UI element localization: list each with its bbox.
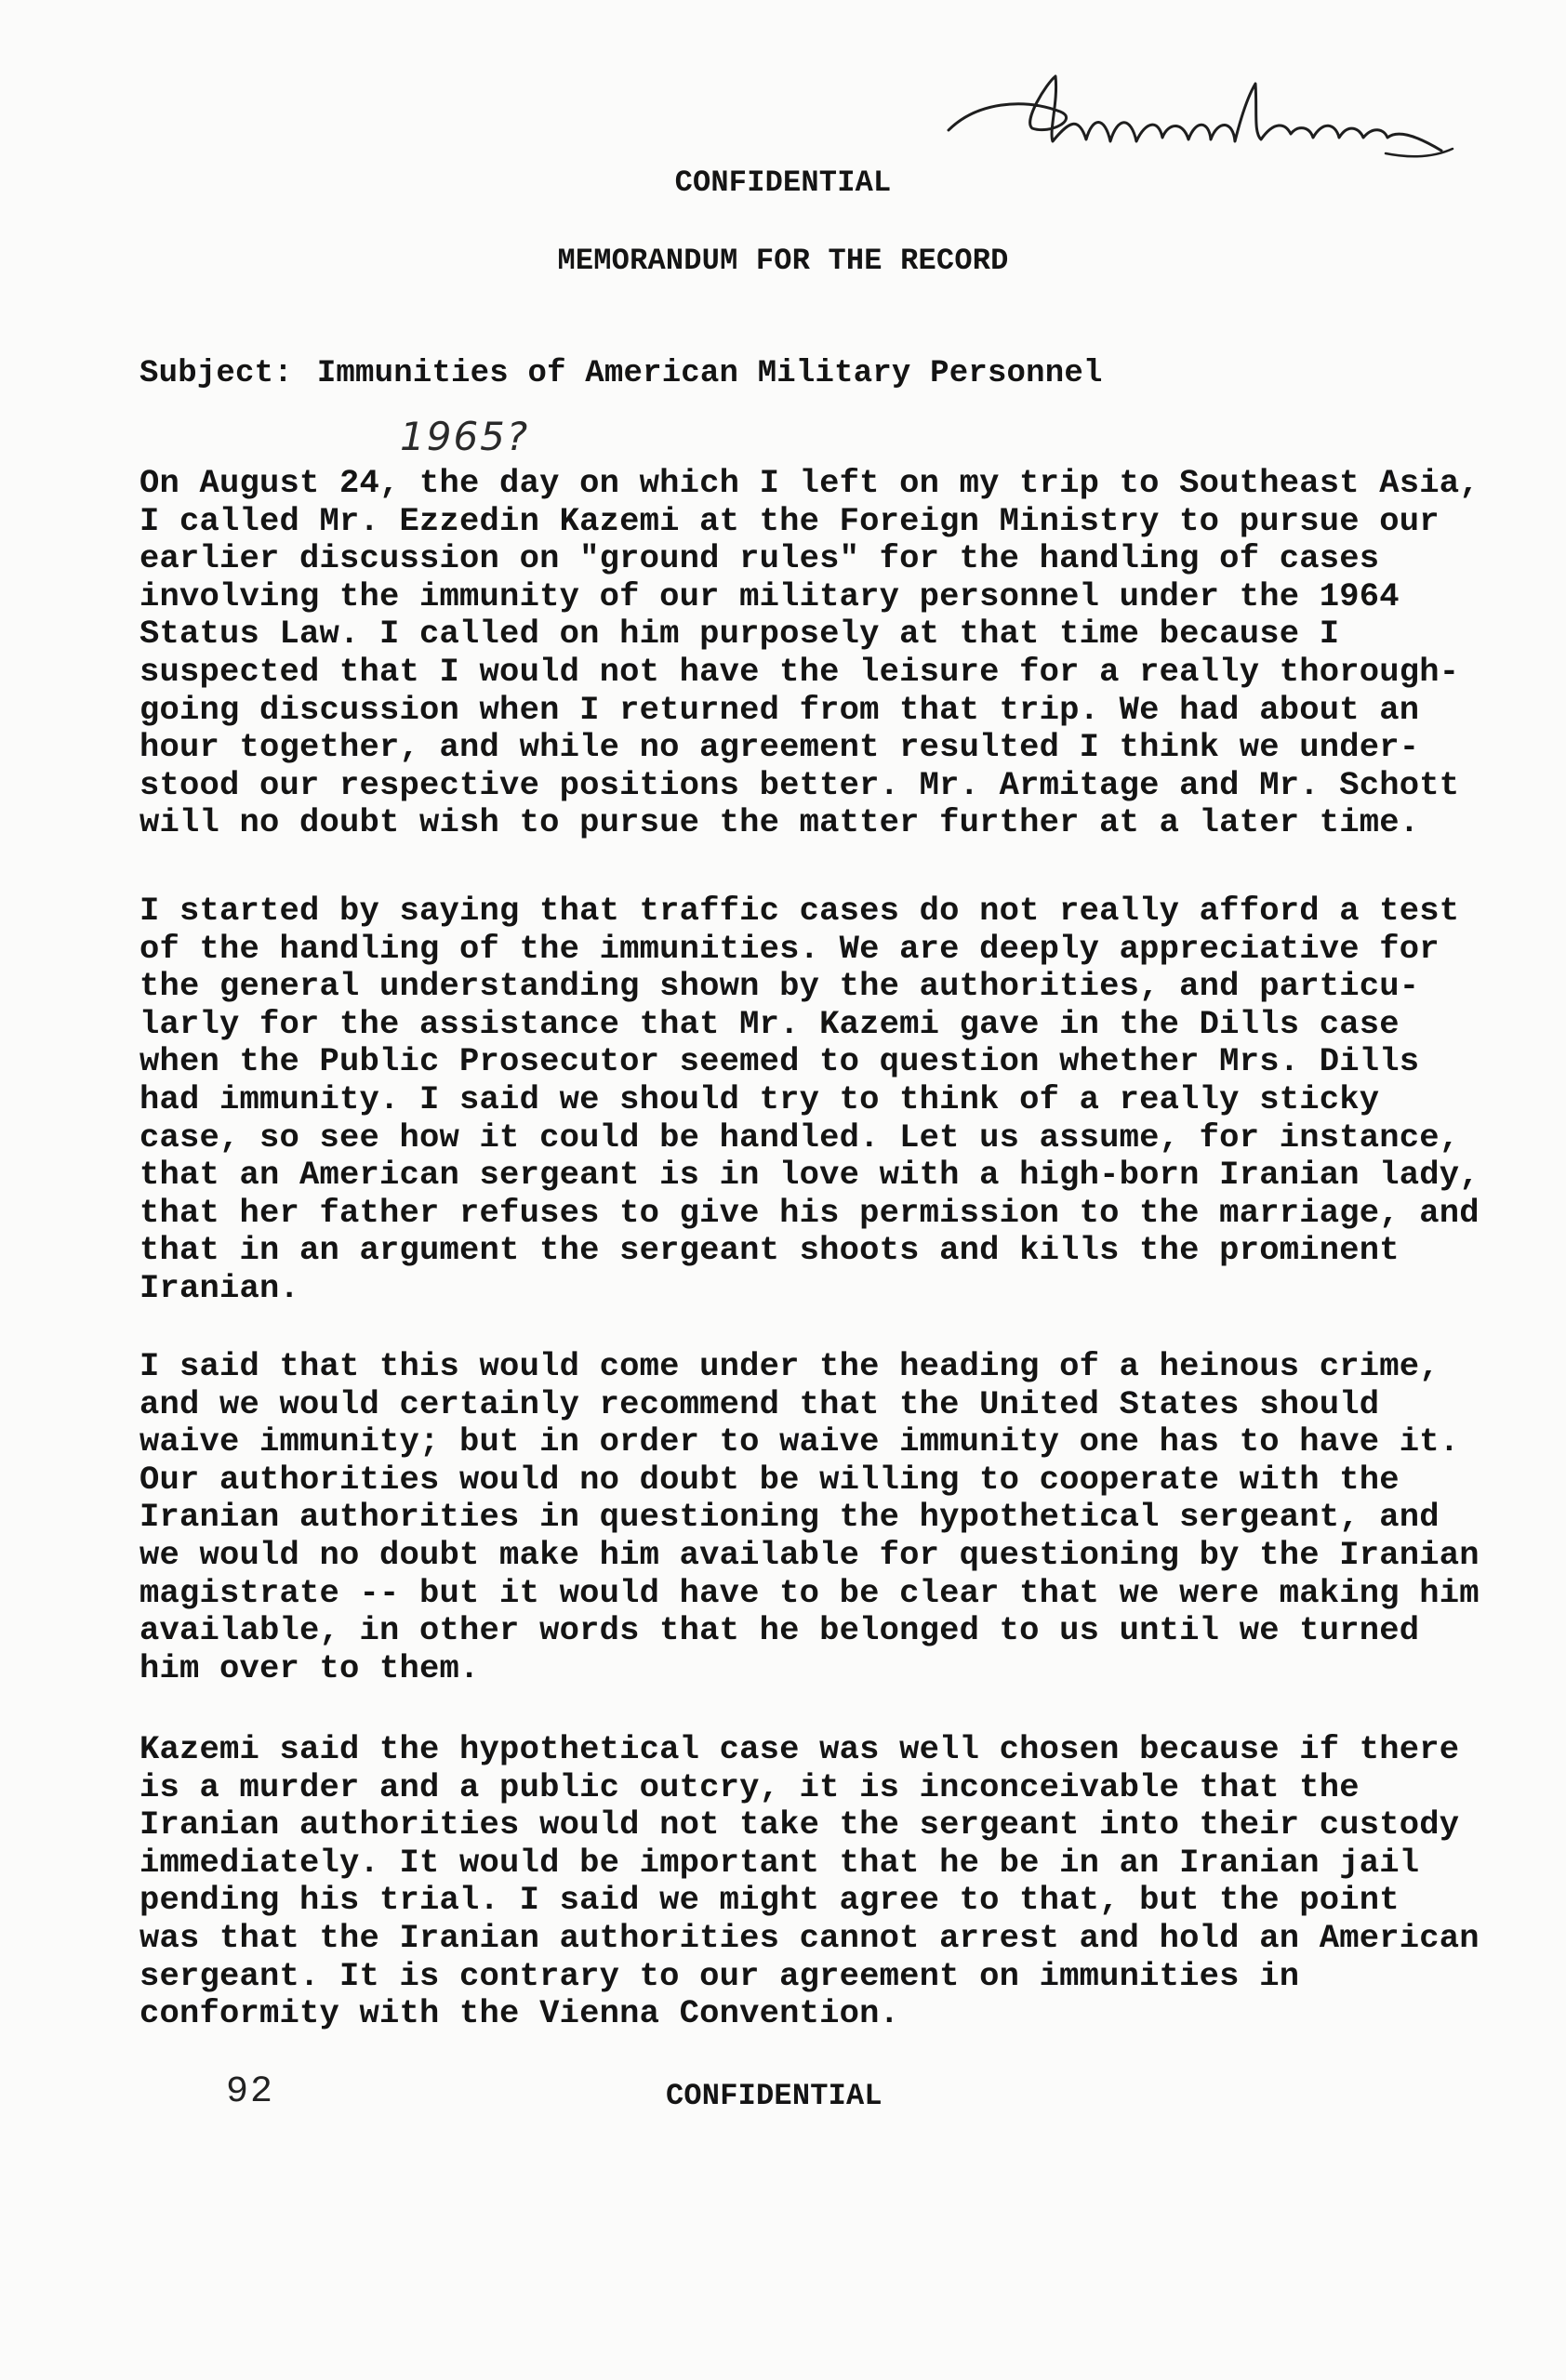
text-line: Iranian. xyxy=(139,1268,300,1307)
text-line: going discussion when I returned from that trip. We had about an xyxy=(139,690,1420,729)
page-number: 92 xyxy=(226,2071,275,2113)
body-paragraph xyxy=(139,1730,1480,2033)
text-line: hour together, and while no agreement resulted I think we under- xyxy=(139,728,1420,767)
body-paragraph xyxy=(139,464,1480,842)
handwritten-stroke xyxy=(949,76,1441,151)
text-line: of the handling of the immunities. We are deeply appreciative for xyxy=(139,929,1440,968)
text-line: and we would certainly recommend that the United States should xyxy=(139,1384,1380,1423)
text-line: I called Mr. Ezzedin Kazemi at the Foreign Ministry to pursue our xyxy=(139,501,1440,540)
text-line: Status Law. I called on him purposely at that time because I xyxy=(139,615,1340,654)
text-line: Iranian authorities would not take the sergeant into their custody xyxy=(139,1805,1460,1844)
text-line: Our authorities would no doubt be willing to cooperate with the xyxy=(139,1460,1400,1499)
text-line: pending his trial. I said we might agree to that, but the point xyxy=(139,1881,1400,1920)
text-line: waive immunity; but in order to waive immunity one has to have it. xyxy=(139,1422,1460,1461)
body-paragraph xyxy=(139,892,1480,1308)
text-line: suspected that I would not have the leisure for a really thorough- xyxy=(139,652,1460,691)
text-line: case, so see how it could be handled. Let us assume, for instance, xyxy=(139,1117,1460,1157)
text-line: stood our respective positions better. Mr. Armitage and Mr. Schott xyxy=(139,765,1460,804)
text-line: Kazemi said the hypothetical case was well chosen because if there xyxy=(139,1730,1460,1768)
text-line: was that the Iranian authorities cannot arrest and hold an American xyxy=(139,1918,1480,1957)
text-line: when the Public Prosecutor seemed to question whether Mrs. Dills xyxy=(139,1042,1420,1081)
text-line: that an American sergeant is in love with a high-born Iranian lady, xyxy=(139,1156,1480,1195)
text-line: we would no doubt make him available for questioning by the Iranian xyxy=(139,1535,1480,1574)
handwritten-annotation xyxy=(939,65,1460,167)
text-line: available, in other words that he belonged to us until we turned xyxy=(139,1611,1420,1650)
text-line: had immunity. I said we should try to think of a really sticky xyxy=(139,1079,1380,1118)
subject-label: Subject: xyxy=(139,356,293,391)
text-line: the general understanding shown by the authorities, and particu- xyxy=(139,967,1420,1006)
text-line: I said that this would come under the heading of a heinous crime, xyxy=(139,1347,1440,1385)
text-line: larly for the assistance that Mr. Kazemi gave in the Dills case xyxy=(139,1004,1400,1043)
text-line: magistrate -- but it would have to be clear that we were making him xyxy=(139,1573,1480,1612)
text-line: conformity with the Vienna Convention. xyxy=(139,1994,900,2033)
classification-footer: CONFIDENTIAL xyxy=(666,2079,883,2113)
text-line: him over to them. xyxy=(139,1648,480,1687)
memo-title: MEMORANDUM FOR THE RECORD xyxy=(557,244,1009,278)
text-line: that her father refuses to give his permission to the marriage, and xyxy=(139,1193,1480,1232)
body-paragraph xyxy=(139,1347,1480,1687)
text-line: immediately. It would be important that he be in an Iranian jail xyxy=(139,1843,1420,1882)
text-line: Iranian authorities in questioning the hypothetical sergeant, and xyxy=(139,1498,1440,1537)
text-line: sergeant. It is contrary to our agreement on immunities in xyxy=(139,1956,1300,1995)
handwritten-year-annotation: 1965? xyxy=(400,414,530,459)
classification-header: CONFIDENTIAL xyxy=(674,165,892,200)
text-line: earlier discussion on "ground rules" for the handling of cases xyxy=(139,539,1380,578)
text-line: will no doubt wish to pursue the matter further at a later time. xyxy=(139,803,1420,842)
text-line: that in an argument the sergeant shoots and kills the prominent xyxy=(139,1231,1400,1270)
text-line: I started by saying that traffic cases do not really afford a test xyxy=(139,892,1460,930)
text-line: is a murder and a public outcry, it is inconceivable that the xyxy=(139,1767,1360,1806)
text-line: On August 24, the day on which I left on my trip to Southeast Asia, xyxy=(139,464,1480,502)
subject-line xyxy=(139,356,1103,391)
subject-text: Immunities of American Military Personnel xyxy=(316,356,1103,391)
text-line: involving the immunity of our military personnel under the 1964 xyxy=(139,576,1400,615)
